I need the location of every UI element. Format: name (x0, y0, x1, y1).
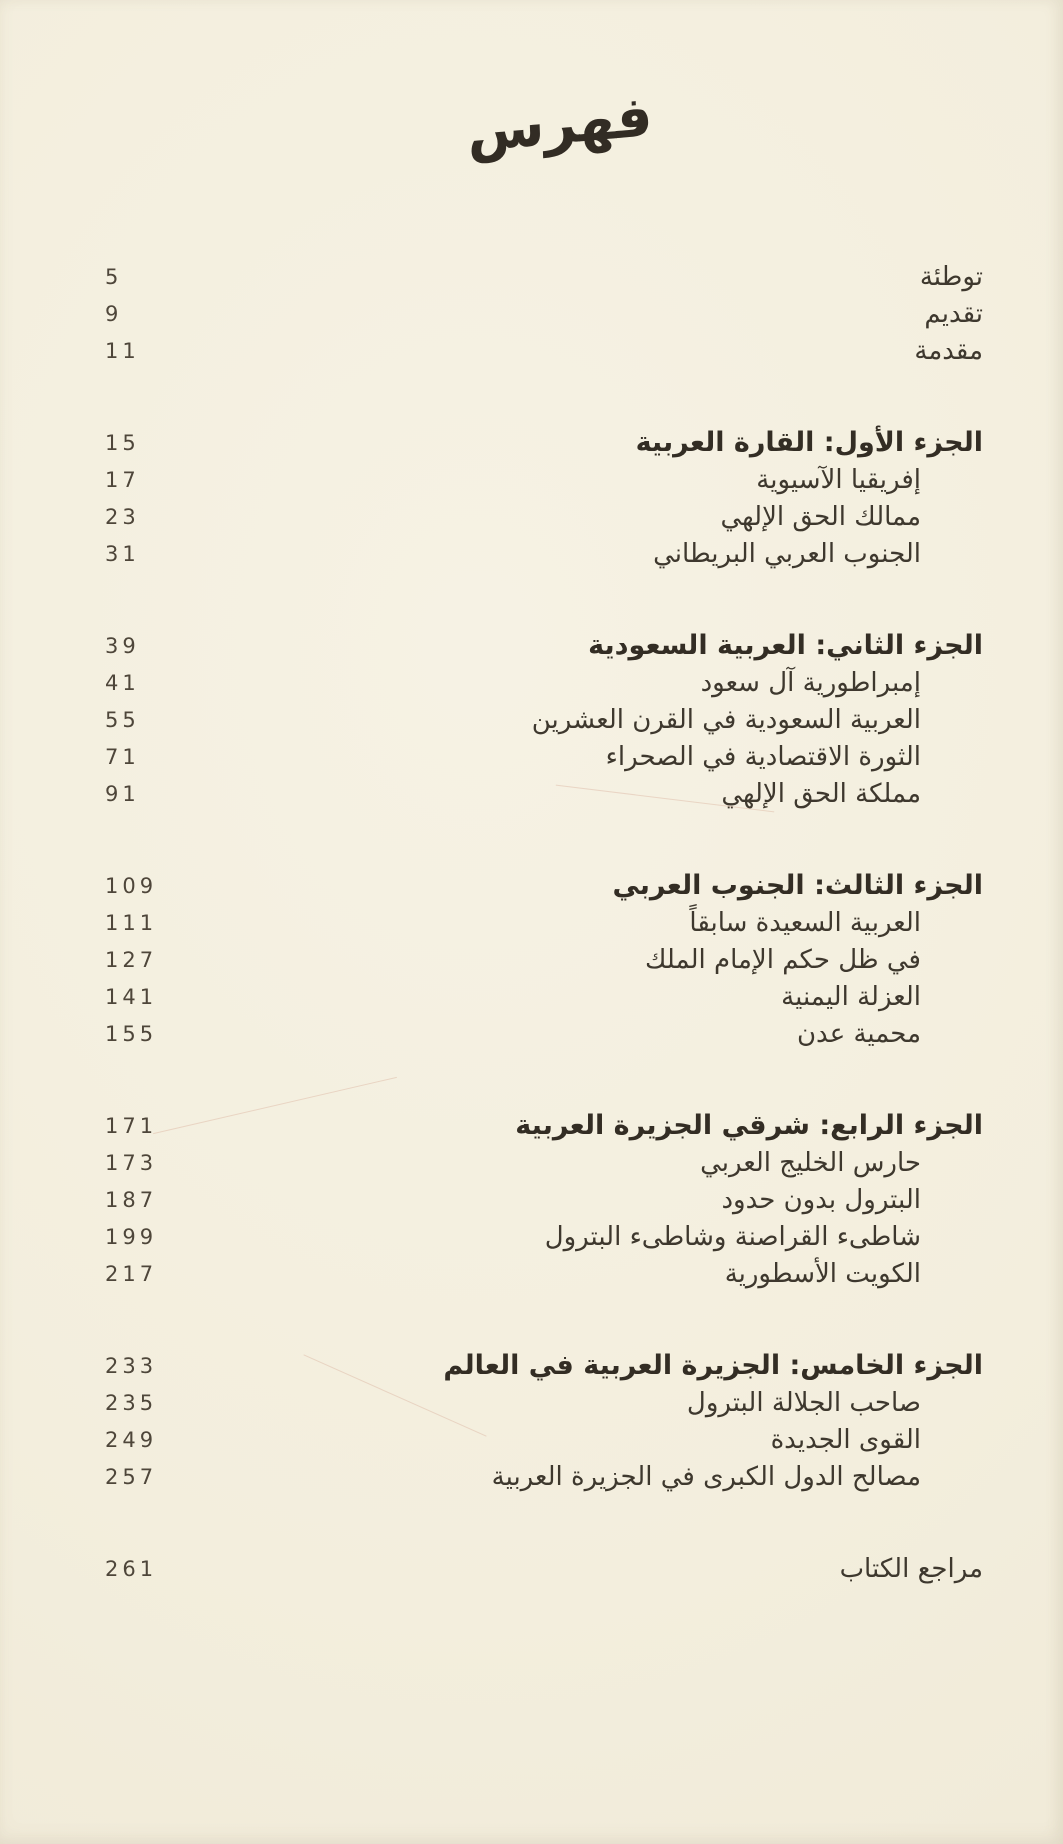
toc-entry (105, 1458, 983, 1495)
toc-entry-label: العربية السعيدة سابقاً (689, 907, 921, 938)
toc-entry (105, 738, 983, 775)
toc-page-number: 217 (105, 1261, 158, 1286)
toc-page-number: 187 (105, 1187, 158, 1212)
toc-page-number: 199 (105, 1224, 158, 1249)
toc-entry (105, 941, 983, 978)
toc-entry (105, 295, 983, 332)
toc-entry-label: ممالك الحق الإلهي (720, 501, 921, 532)
toc-page-number: 155 (105, 1021, 158, 1046)
toc-entry (105, 1384, 983, 1421)
toc-page-number: 127 (105, 947, 158, 972)
toc-entry-label: مصالح الدول الكبرى في الجزيرة العربية (491, 1461, 921, 1492)
toc-entry (105, 332, 983, 369)
toc-entry-label: القوى الجديدة (770, 1424, 921, 1455)
toc-entry-label: مملكة الحق الإلهي (721, 778, 921, 809)
toc-page-number: 233 (105, 1353, 158, 1378)
toc-entry-label: الكويت الأسطورية (724, 1258, 921, 1289)
toc-entry (105, 424, 983, 461)
toc-entry (105, 1255, 983, 1292)
toc-entry-label: الجنوب العربي البريطاني (653, 538, 921, 569)
toc-page-number: 257 (105, 1464, 158, 1489)
toc-page-number: 11 (105, 338, 140, 363)
toc-page-number: 91 (105, 781, 140, 806)
toc-list (105, 258, 983, 1587)
toc-page-number: 235 (105, 1390, 158, 1415)
toc-entry (105, 1550, 983, 1587)
toc-entry-label: الجزء الخامس: الجزيرة العربية في العالم (443, 1350, 983, 1381)
toc-page-number: 109 (105, 873, 158, 898)
toc-entry-label: محمية عدن (796, 1018, 921, 1049)
toc-entry-label: العربية السعودية في القرن العشرين (531, 704, 921, 735)
toc-entry (105, 1181, 983, 1218)
toc-entry-label: شاطىء القراصنة وشاطىء البترول (544, 1221, 921, 1252)
toc-entry-label: في ظل حكم الإمام الملك (645, 944, 921, 975)
toc-page-number: 23 (105, 504, 140, 529)
toc-entry-label: مقدمة (914, 335, 983, 366)
toc-entry-label: مراجع الكتاب (839, 1553, 983, 1584)
toc-page-number: 111 (105, 910, 158, 935)
toc-page-number: 171 (105, 1113, 158, 1138)
toc-page-number: 9 (105, 301, 123, 326)
toc-entry (105, 1421, 983, 1458)
toc-entry (105, 978, 983, 1015)
toc-entry (105, 904, 983, 941)
toc-entry (105, 1144, 983, 1181)
toc-entry (105, 775, 983, 812)
toc-entry-label: صاحب الجلالة البترول (686, 1387, 921, 1418)
toc-entry-label: الجزء الرابع: شرقي الجزيرة العربية (515, 1110, 983, 1141)
toc-page-number: 17 (105, 467, 140, 492)
toc-entry-label: الجزء الثاني: العربية السعودية (588, 630, 983, 661)
toc-entry-label: إمبراطورية آل سعود (700, 667, 921, 698)
toc-entry (105, 1347, 983, 1384)
toc-page-number: 249 (105, 1427, 158, 1452)
toc-page-number: 39 (105, 633, 140, 658)
toc-entry-label: الثورة الاقتصادية في الصحراء (605, 741, 921, 772)
toc-entry (105, 664, 983, 701)
toc-entry-label: البترول بدون حدود (721, 1184, 921, 1215)
toc-entry (105, 701, 983, 738)
toc-page-number: 173 (105, 1150, 158, 1175)
toc-page-number: 71 (105, 744, 140, 769)
toc-entry (105, 498, 983, 535)
toc-page-number: 55 (105, 707, 140, 732)
toc-entry (105, 461, 983, 498)
toc-entry-label: الجزء الأول: القارة العربية (635, 427, 983, 458)
toc-page-number: 141 (105, 984, 158, 1009)
toc-entry (105, 535, 983, 572)
toc-page-number: 15 (105, 430, 140, 455)
toc-entry-label: حارس الخليج العربي (700, 1147, 921, 1178)
toc-entry (105, 1015, 983, 1052)
toc-entry (105, 1218, 983, 1255)
toc-entry-label: العزلة اليمنية (781, 981, 921, 1012)
toc-entry (105, 867, 983, 904)
toc-calligraphic-title: فهرس (465, 83, 654, 166)
toc-entry-label: الجزء الثالث: الجنوب العربي (612, 870, 983, 901)
toc-entry-label: توطئة (919, 261, 983, 292)
toc-page-number: 31 (105, 541, 140, 566)
toc-entry (105, 258, 983, 295)
toc-entry (105, 1107, 983, 1144)
toc-page-number: 41 (105, 670, 140, 695)
toc-entry-label: إفريقيا الآسيوية (756, 464, 921, 495)
page-title-area (0, 83, 1063, 166)
toc-entry-label: تقديم (924, 298, 983, 329)
toc-page-number: 5 (105, 264, 123, 289)
toc-entry (105, 627, 983, 664)
toc-page-number: 261 (105, 1556, 158, 1581)
